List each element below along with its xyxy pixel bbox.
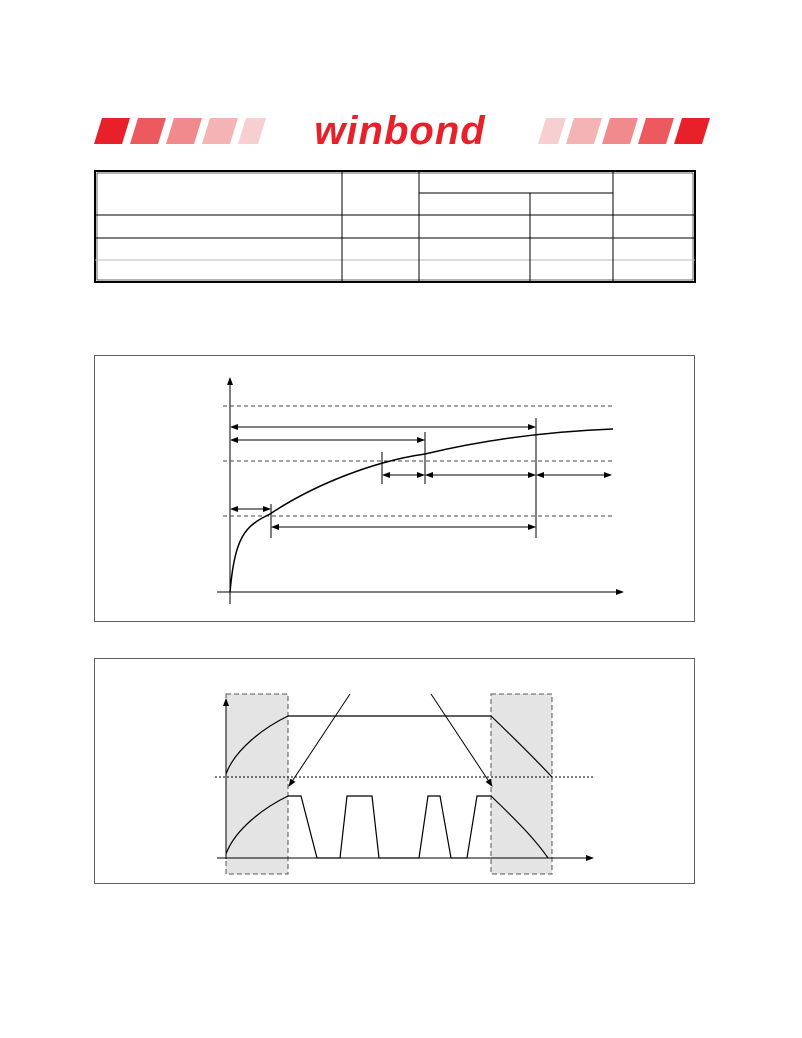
- timing-arrows: [231, 427, 611, 527]
- right-stripes: [538, 118, 710, 144]
- rise-curve: [230, 429, 613, 592]
- power-down-region: [491, 694, 552, 874]
- rise-curve-diagram: [95, 356, 696, 623]
- winbond-logo: [94, 110, 710, 152]
- power-waveform-figure: [94, 658, 695, 884]
- left-stripes: [94, 118, 266, 144]
- table-grid: [95, 171, 695, 282]
- spec-table: [94, 170, 696, 283]
- power-waveform-diagram: [95, 659, 696, 885]
- callout-arrows: [289, 694, 492, 786]
- marker-ticks: [271, 418, 536, 538]
- level-lines: [223, 406, 613, 516]
- logo-wordmark: winbond: [314, 110, 486, 152]
- table-border: [95, 171, 695, 282]
- rise-curve-figure: [94, 355, 695, 622]
